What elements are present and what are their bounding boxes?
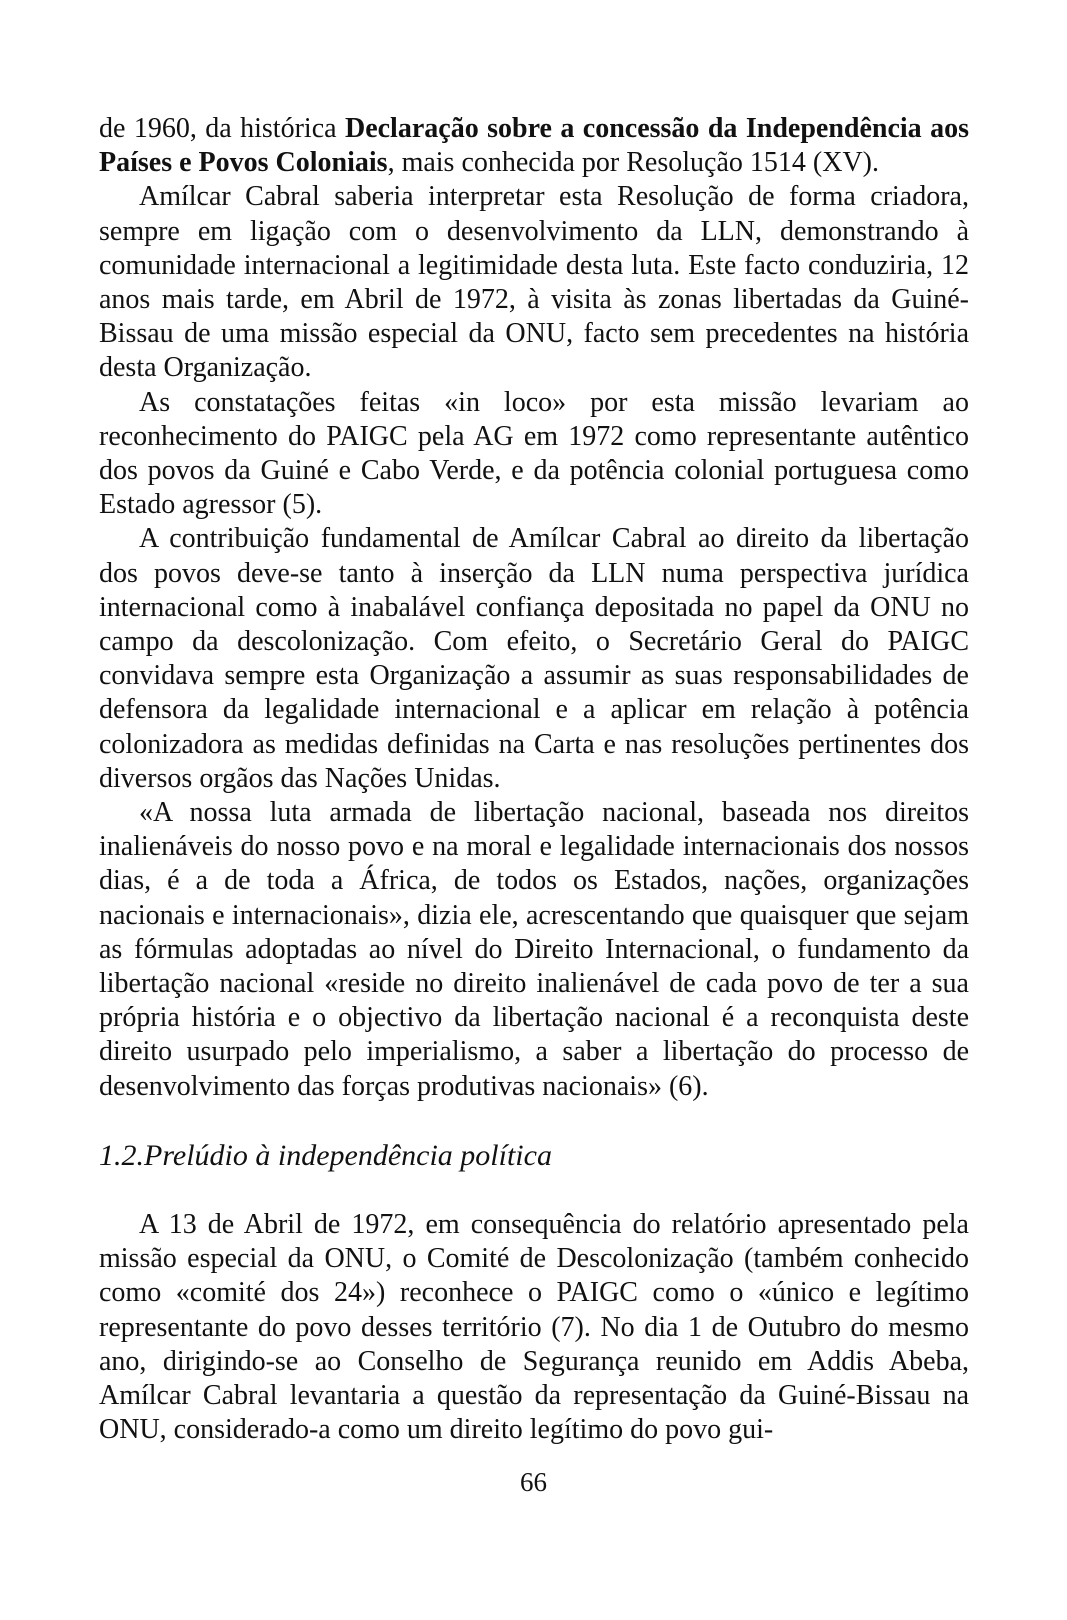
paragraph-section-intro: A 13 de Abril de 1972, em consequência do relatório apresentado pela missão especial da ONU, o Comité de Descolonização (também conhecido como «comité dos 24») reconhece o PAIGC como o «único e legítimo representante do povo desses território (7). No dia 1 de Outubro do mesmo ano, dirigindo-se ao Conselho de Segurança reunido em Addis Abeba, Amílcar Cabral levantaria a questão da representação da Guiné-Bissau na ONU, considerado-a como um direito legítimo do povo gui-	[99, 1208, 969, 1446]
section-heading: 1.2.Prelúdio à independência política	[99, 1138, 552, 1172]
paragraph-declaration	[99, 112, 969, 180]
page-number: 66	[520, 1467, 547, 1497]
declaration-title: Declaração sobre a concessão da Independência aos Países e Povos Coloniais	[99, 113, 970, 179]
paragraph-cabral-resolution: Amílcar Cabral saberia interpretar esta Resolução de forma criadora, sempre em ligação com o desenvolvimento da LLN, demonstrando à comunidade internacional a legitimidade desta luta. Este facto conduziria, 12 anos mais tarde, em Abril de 1972, à visita às zonas libertadas da Guiné-Bissau de uma missão especial da ONU, facto sem precedentes na história desta Organização.	[99, 181, 969, 384]
paragraph-in-loco: As constatações feitas «in loco» por esta missão levariam ao reconhecimento do PAIGC pela AG em 1972 como representante autêntico dos povos da Guiné e Cabo Verde, e da potência colonial portuguesa como Estado agressor (5).	[99, 386, 969, 521]
paragraph-quote: «A nossa luta armada de libertação nacional, baseada nos direitos inalienáveis do nosso povo e na moral e legalidade internacionais dos nossos dias, é a de toda a África, de todos os Estados, nações, organizações nacionais e internacionais», dizia ele, acrescentando que quaisquer que sejam as fórmulas adoptadas ao nível do Direito Internacional, o fundamento da libertação nacional «reside no direito inalienável de cada povo de ter a sua própria história e o objectivo da libertação nacional é a reconquista deste direito usurpado pelo imperialismo, a saber a libertação do processo de desenvolvimento das forças produtivas nacionais» (6).	[99, 797, 969, 1102]
paragraph-declaration-post: , mais conhecida por Resolução 1514 (XV).	[387, 147, 879, 179]
paragraph-declaration-pre: de 1960, da histórica	[99, 113, 345, 144]
paragraph-contribution: A contribuição fundamental de Amílcar Cabral ao direito da libertação dos povos deve-se tanto à inserção da LLN numa perspectiva jurídica internacional como à inabalável confiança depositada no papel da ONU no campo da descolonização. Com efeito, o Secretário Geral do PAIGC convidava sempre esta Organização a assumir as suas responsabilidades de defensora da legalidade internacional e a aplicar em relação à potência colonizadora as medidas definidas na Carta e nas resoluções pertinentes dos diversos orgãos das Nações Unidas.	[99, 523, 969, 794]
page-body	[99, 112, 969, 1447]
